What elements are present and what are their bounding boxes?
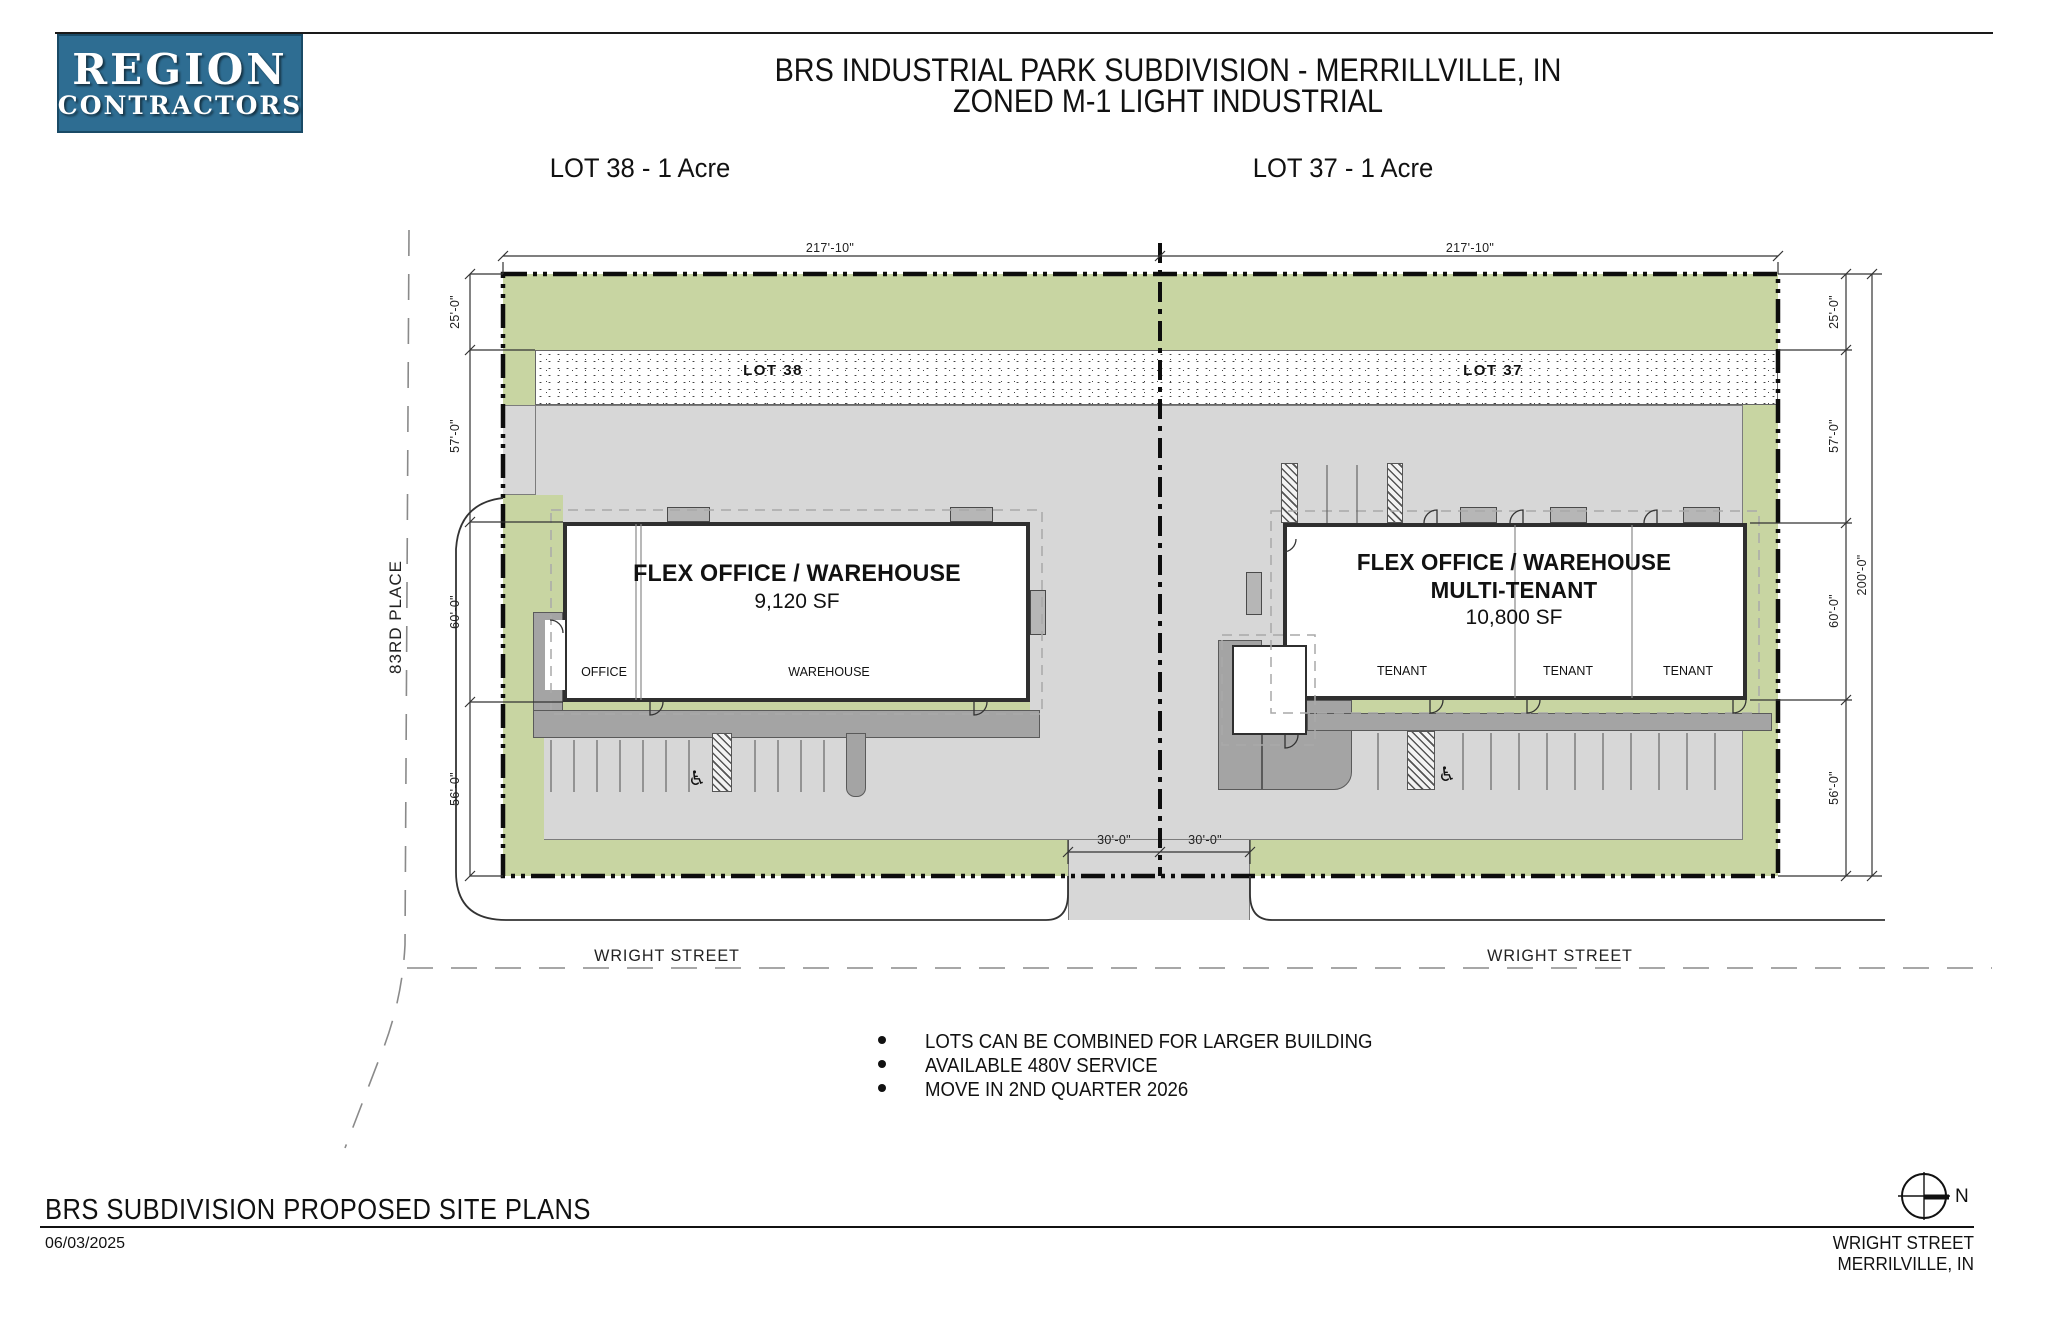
dim-left-25: 25'-0" xyxy=(448,295,462,329)
street-centerlines xyxy=(345,230,1992,1148)
footer-address-line2: MERRILVILLE, IN xyxy=(1837,1254,1974,1274)
building2-area: 10,800 SF xyxy=(1465,606,1563,629)
setback-dashed-lines xyxy=(551,510,1759,745)
building2-subtitle: MULTI-TENANT xyxy=(1430,577,1598,603)
dim-right-25: 25'-0" xyxy=(1827,295,1841,329)
buffer-label-lot38: LOT 38 xyxy=(743,362,803,379)
dim-left-57: 57'-0" xyxy=(448,419,462,453)
dim-right-60: 60'-0" xyxy=(1827,594,1841,628)
building2-tenant-3: TENANT xyxy=(1663,664,1713,678)
building2-title: FLEX OFFICE / WAREHOUSE xyxy=(1356,549,1672,575)
street-label-83rd-place: 83RD PLACE xyxy=(386,560,405,674)
building2-tenant-1: TENANT xyxy=(1377,664,1427,678)
building1-room-office: OFFICE xyxy=(581,665,627,679)
lot38-heading: LOT 38 - 1 Acre xyxy=(549,153,731,183)
door-swing-arcs xyxy=(550,510,1746,748)
north-compass-icon xyxy=(1898,1172,1950,1220)
note-item-3: MOVE IN 2ND QUARTER 2026 xyxy=(925,1079,1189,1101)
footer-date: 06/03/2025 xyxy=(45,1235,126,1252)
building1-area: 9,120 SF xyxy=(754,590,840,613)
site-plan-sheet: REGION CONTRACTORS BRS INDUSTRIAL PARK SUBDIVISION - MERRILLVILLE, IN ZONED M-1 LIGHT INDUSTRIAL LOT 38 - 1 Acre LOT 37 - 1 Acre 217'-10" 217'-10" 25'-0" 57'-0" 60'-0" 56'-0" 25'-0" 57'-0" 60'-0" 56'-0" 200'-0" 30'-0" 30'-0" LOT 38 LOT 37 FLEX OFFICE / WAREHOUSE 9,120 SF OFFICE WAREHOUSE FLEX OFFICE / WAREHOUSE MULTI-TENANT 10,800 SF TENANT TENANT TENANT ♿ ♿ WRIGHT STREET WRIGHT STREET 83RD PLACE LOTS CAN BE COMBINED FOR LARGER BUILDING AVAILABLE 480V SERVICE MOVE IN 2ND QUARTER 2026 BRS SUBDIVISION PROPOSED SITE PLANS 06/03/2025 N WRIGHT STREET MERRILVILLE, IN xyxy=(0,0,2048,1325)
dim-right-200: 200'-0" xyxy=(1855,554,1869,596)
footer-address-line1: WRIGHT STREET xyxy=(1832,1233,1974,1253)
dim-left-60: 60'-0" xyxy=(448,595,462,629)
dim-right-56: 56'-0" xyxy=(1827,771,1841,805)
dim-left-56: 56'-0" xyxy=(448,772,462,806)
accessible-parking-icon-lot37: ♿ xyxy=(1438,762,1456,786)
lot37-heading: LOT 37 - 1 Acre xyxy=(1252,153,1434,183)
dim-right-57: 57'-0" xyxy=(1827,419,1841,453)
footer-address xyxy=(1833,1233,1974,1275)
building2-tenant-2: TENANT xyxy=(1543,664,1593,678)
sheet-title-line2: ZONED M-1 LIGHT INDUSTRIAL xyxy=(953,83,1383,119)
buffer-label-lot37: LOT 37 xyxy=(1463,362,1523,379)
logo-line1: REGION xyxy=(72,44,288,94)
street-label-wright-east: WRIGHT STREET xyxy=(1487,946,1633,965)
note-item-2: AVAILABLE 480V SERVICE xyxy=(925,1055,1158,1077)
accessible-parking-icon-lot38: ♿ xyxy=(688,766,706,790)
street-label-wright-west: WRIGHT STREET xyxy=(594,946,740,965)
note-item-1: LOTS CAN BE COMBINED FOR LARGER BUILDING xyxy=(925,1031,1373,1053)
building1-room-warehouse: WAREHOUSE xyxy=(788,665,870,679)
logo-line2: CONTRACTORS xyxy=(57,90,303,120)
sheet-title-line1: BRS INDUSTRIAL PARK SUBDIVISION - MERRILLVILLE, IN xyxy=(774,52,1562,88)
footer-title: BRS SUBDIVISION PROPOSED SITE PLANS xyxy=(45,1194,591,1226)
building1-title: FLEX OFFICE / WAREHOUSE xyxy=(633,560,961,587)
north-label: N xyxy=(1955,1186,1969,1207)
